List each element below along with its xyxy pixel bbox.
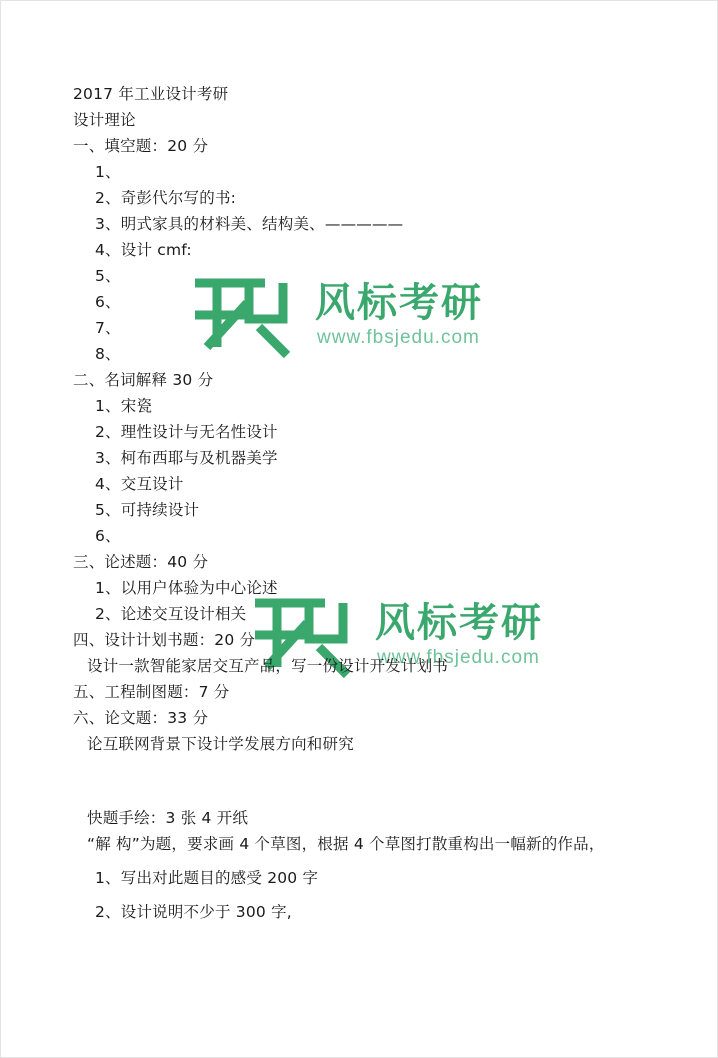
document-blank-line bbox=[73, 757, 653, 783]
document-line: 4、设计 cmf: bbox=[95, 241, 192, 259]
document-line: 三、论述题：40 分 bbox=[73, 553, 209, 571]
document-line: “解 构”为题，要求画 4 个草图，根据 4 个草图打散重构出一幅新的作品， bbox=[87, 835, 605, 853]
document-line: 8、 bbox=[95, 345, 121, 363]
document-line: 7、 bbox=[95, 319, 121, 337]
document-line: 二、名词解释 30 分 bbox=[73, 371, 214, 389]
document-line: 五、工程制图题：7 分 bbox=[73, 683, 230, 701]
watermark-brand: 风标考研 bbox=[315, 280, 483, 326]
document-line: 5、 bbox=[95, 267, 121, 285]
watermark-url: www.fbsjedu.com bbox=[317, 327, 480, 348]
document-spacer bbox=[73, 783, 653, 805]
document-spacer bbox=[73, 891, 653, 899]
document-line: 1、以用户体验为中心论述 bbox=[95, 579, 278, 597]
document-line: 2、理性设计与无名性设计 bbox=[95, 423, 278, 441]
document-line: 设计一款智能家居交互产品，写一份设计开发计划书 bbox=[87, 657, 449, 675]
document-spacer bbox=[73, 857, 653, 865]
document-line: 快题手绘：3 张 4 开纸 bbox=[87, 809, 249, 827]
document-line: 四、设计计划书题：20 分 bbox=[73, 631, 256, 649]
document-line: 一、填空题：20 分 bbox=[73, 137, 209, 155]
document-line: 6、 bbox=[95, 293, 121, 311]
document-line: 1、宋瓷 bbox=[95, 397, 153, 415]
document-line: 1、写出对此题目的感受 200 字 bbox=[95, 869, 319, 887]
document-text-body bbox=[73, 81, 653, 925]
document-line: 5、可持续设计 bbox=[95, 501, 200, 519]
document-line: 3、明式家具的材料美、结构美、————— bbox=[95, 215, 404, 233]
document-line: 6、 bbox=[95, 527, 121, 545]
document-line: 2、奇彭代尔写的书: bbox=[95, 189, 237, 207]
document-line: 六、论文题：33 分 bbox=[73, 709, 209, 727]
document-line: 论互联网背景下设计学发展方向和研究 bbox=[87, 735, 354, 753]
watermark-url: www.fbsjedu.com bbox=[377, 647, 540, 668]
document-line: 设计理论 bbox=[73, 111, 136, 129]
document-line: 1、 bbox=[95, 163, 121, 181]
document-line: 2、设计说明不少于 300 字, bbox=[95, 903, 292, 921]
document-line: 3、柯布西耶与及机器美学 bbox=[95, 449, 278, 467]
document-line: 2、论述交互设计相关 bbox=[95, 605, 247, 623]
watermark-brand: 风标考研 bbox=[375, 600, 543, 646]
document-line: 2017 年工业设计考研 bbox=[73, 85, 229, 103]
document-line: 4、交互设计 bbox=[95, 475, 184, 493]
